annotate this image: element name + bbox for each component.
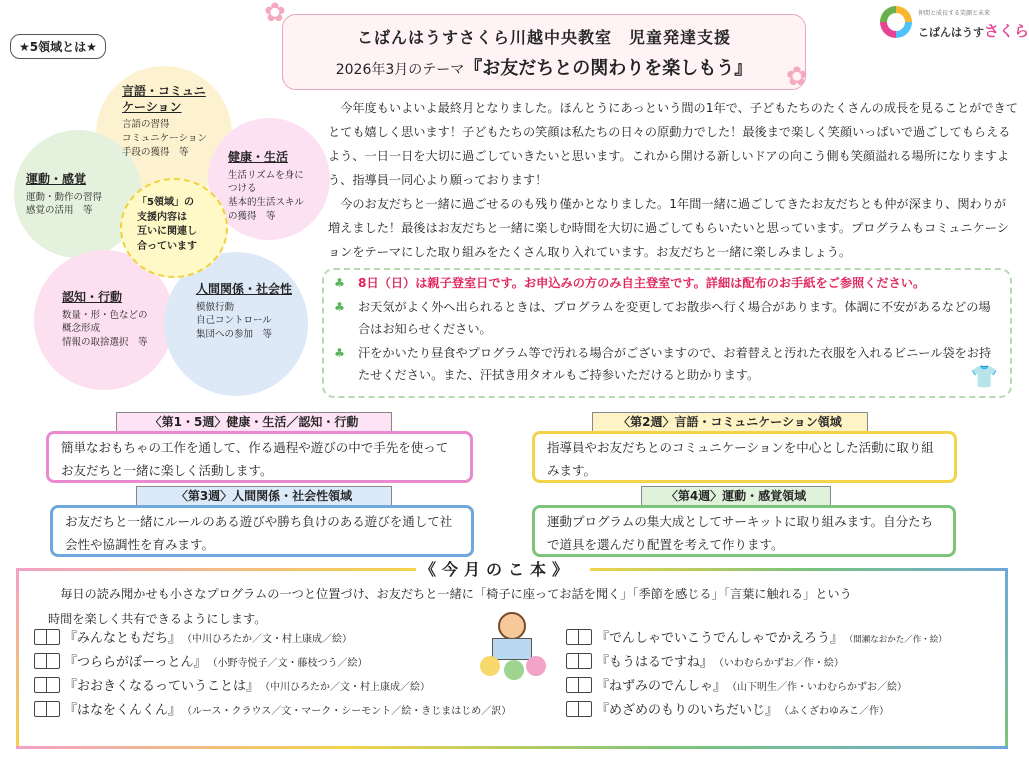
divider-stripe <box>16 568 19 748</box>
notice-box <box>322 268 1012 398</box>
intro-paragraph: 今のお友だちと一緒に過ごせるのも残り僅かとなりました。1年間一緒に過ごしてきたお友だちとも仲が深まり、関わりが増えました！最後はお友だちと一緒に楽しむ時間を大切に過ごしてもらいたいと思っています。プログラムもコミュニケーションをテーマにした取り組みをたくさん取り入れています。お友だちと一緒に楽しみましょう。 <box>328 197 1009 259</box>
week-4-body: 運動プログラムの集大成としてサーキットに取り組みます。自分たちで道具を選んだり配置を考えて作ります。 <box>532 505 956 557</box>
book-icon <box>34 677 60 693</box>
domain-cognition: 認知・行動 数量・形・色などの 概念形成 情報の取捨選択 等 <box>62 290 148 349</box>
book-item: 『みんなともだち』 （中川ひろたか／文・村上康成／絵） <box>34 628 352 650</box>
week-2-header: 〈第2週〉言語・コミュニケーション領域 <box>592 412 868 432</box>
logo-ring-icon <box>880 6 912 38</box>
book-icon <box>566 653 592 669</box>
domain-center-text: 「5領域」の 支援内容は 互いに関連し 合っています <box>137 197 197 252</box>
week-4-header: 〈第4週〉運動・感覚領域 <box>641 486 831 506</box>
clover-icon: ♣ <box>334 346 345 360</box>
domain-language: 言語・コミュニ ケーション 言語の習得 コミュニケーション 手段の獲得 等 <box>122 84 207 158</box>
books-intro: 毎日の読み聞かせも小さなプログラムの一つと位置づけ、お友だちと一緒に「椅子に座ってお話を聞く」「季節を感じる」「言葉に触れる」という 時間を楽しく共有できるようにします。 <box>48 587 852 626</box>
week-3-body: お友だちと一緒にルールのある遊びや勝ち負けのある遊びを通して社会性や協調性を育みます。 <box>50 505 474 557</box>
page-title: こばんはうすさくら川越中央教室 児童発達支援 <box>356 28 731 47</box>
book-item: 『めざめのもりのいちだいじ』 （ふくざわゆみこ／作） <box>566 700 889 722</box>
book-item: 『おおきくなるっていうことは』 （中川ひろたか／文・村上康成／絵） <box>34 676 430 698</box>
week-3-header: 〈第3週〉人間関係・社会性領域 <box>136 486 392 506</box>
week-1-5-header: 〈第1・5週〉健康・生活／認知・行動 <box>116 412 392 432</box>
clothes-icon: 👕 <box>970 365 998 390</box>
book-item: 『でんしゃでいこうでんしゃでかえろう』 （間瀬なおかた／作・絵） <box>566 628 947 650</box>
logo-name: こばんはうすさくら <box>918 22 1029 40</box>
notice-item: ♣ 汗をかいたり昼食やプログラム等で汚れる場合がございますので、お着替えと汚れた衣服を入れるビニール袋をお持たせください。また、汗拭き用タオルもご持参いただけると助かります。 <box>334 342 994 386</box>
clover-icon: ♣ <box>334 300 345 314</box>
book-icon <box>34 701 60 717</box>
book-item: 『ねずみのでんしゃ』 （山下明生／作・いわむらかずお／絵） <box>566 676 907 698</box>
domain-motor: 運動・感覚 運動・動作の習得 感覚の活用 等 <box>26 172 103 217</box>
book-item: 『はなをくんくん』 （ルース・クラウス／文・マーク・シーモント／絵・きじまはじめ／訳） <box>34 700 511 722</box>
week-2-body: 指導員やお友だちとのコミュニケーションを中心とした活動に取り組みます。 <box>532 431 957 483</box>
intro-paragraph: 今年度もいよいよ最終月となりました。ほんとうにあっという間の1年で、子どもたちのたくさんの成長を見ることができてとても嬉しく思います！子どもたちの笑顔は私たちの日々の原動力でした！最後まで楽しく笑顔いっぱいで過ごしてもらえるよう、一日一日を大切に過ごしていきたいと思います。これから開ける新しいドアの向こう側も笑顔溢れる場所になりますよう、指導員一同心より願っております！ <box>328 101 1018 187</box>
book-item: 『もうはるですね』 （いわむらかずお／作・絵） <box>566 652 844 674</box>
books-title: 《今月のこ本》 <box>420 560 575 579</box>
sakura-icon: ✿ <box>786 62 808 92</box>
divider-stripe <box>16 746 1008 749</box>
book-icon <box>34 653 60 669</box>
logo-tagline: 仲間と成長する笑顔と未来 <box>918 10 991 17</box>
divider-stripe <box>16 568 416 571</box>
reading-children-illustration <box>478 612 548 682</box>
week-1-5-body: 簡単なおもちゃの工作を通して、作る過程や遊びの中で手先を使ってお友だちと一緒に楽しく活動します。 <box>46 431 473 483</box>
book-icon <box>34 629 60 645</box>
book-icon <box>566 629 592 645</box>
domain-social: 人間関係・社会性 模倣行動 自己コントロール 集団への参加 等 <box>196 282 293 341</box>
divider-stripe <box>590 568 1008 571</box>
sakura-icon: ✿ <box>264 0 286 28</box>
notice-item: ♣ お天気がよく外へ出られるときは、プログラムを変更してお散歩へ行く場合があります。体調に不安があるなどの場合はお知らせください。 <box>334 296 994 340</box>
logo <box>880 4 1029 44</box>
notice-item: ♣ 8日（日）は親子登室日です。お申込みの方のみ自主登室です。詳細は配布のお手紙をご参照ください。 <box>334 272 994 294</box>
monthly-theme: 2026年3月のテーマ『お友だちとの関わりを楽しもう』 <box>335 58 753 79</box>
clover-icon: ♣ <box>334 276 345 290</box>
book-icon <box>566 701 592 717</box>
divider-stripe <box>1005 568 1008 748</box>
book-icon <box>566 677 592 693</box>
intro-text <box>328 96 1018 264</box>
book-item: 『つららがぼーっとん』 （小野寺悦子／文・藤枝つう／絵） <box>34 652 367 674</box>
domain-health: 健康・生活 生活リズムを身に つける 基本的生活スキル の獲得 等 <box>228 150 304 222</box>
five-domains-label: ★5領域とは★ <box>10 34 106 59</box>
header-title-box <box>282 14 806 90</box>
